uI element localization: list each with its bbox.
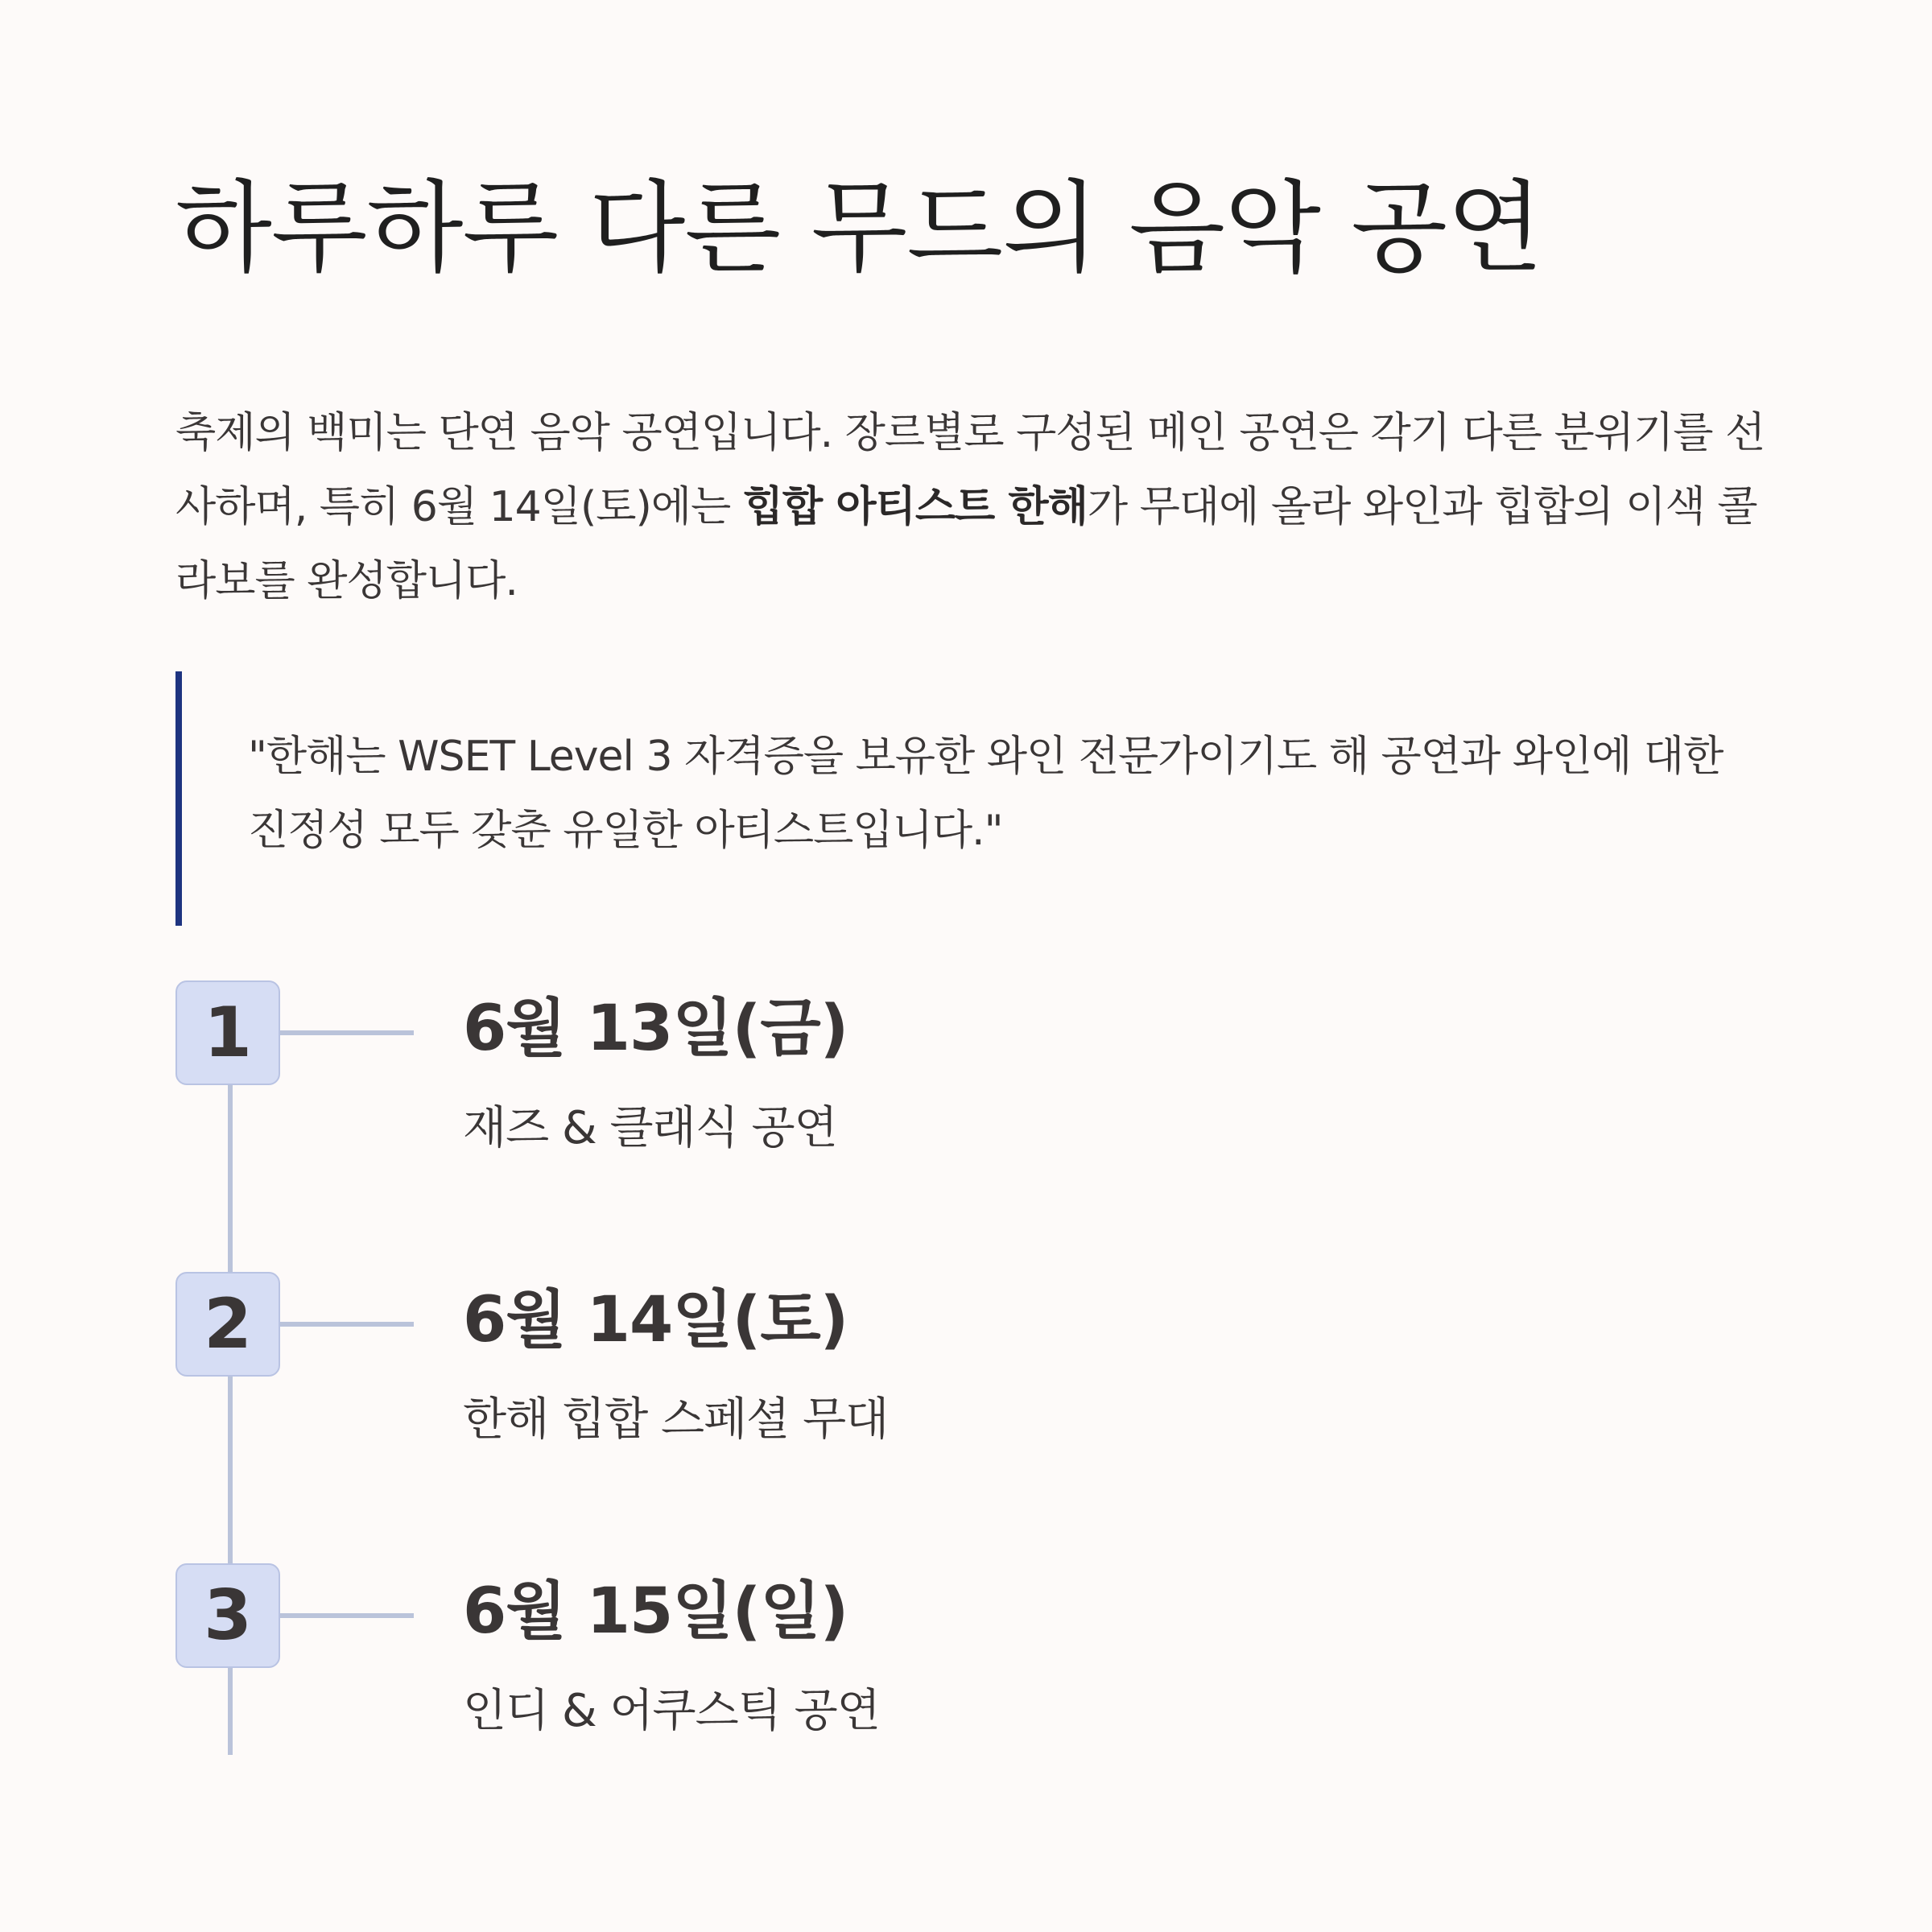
schedule-description: 재즈 & 클래식 공연 — [463, 1102, 837, 1154]
intro-text: 축제의 백미는 단연 음악 공연입니다. 장르별로 구성된 메인 공연은 각기 다른 분위기를 선사하며, 특히 6월 14일(토)에는 — [175, 409, 1765, 531]
step-number-badge: 1 — [175, 980, 280, 1085]
timeline-connector — [280, 1030, 414, 1035]
schedule-date: 6월 14일(토) — [463, 1284, 848, 1356]
step-number-badge: 3 — [175, 1563, 280, 1668]
intro-highlight: 힙합 아티스트 한해 — [742, 483, 1088, 531]
schedule-date: 6월 15일(일) — [463, 1575, 848, 1648]
step-number-badge: 2 — [175, 1272, 280, 1377]
schedule-description: 한해 힙합 스페셜 무대 — [463, 1393, 889, 1446]
intro-text-end: 가 무대에 올라 와인과 힙합의 이색 콜라보를 완성합니다. — [175, 483, 1757, 605]
schedule-item — [175, 980, 1705, 1222]
schedule-item — [175, 1563, 1705, 1805]
timeline-connector — [280, 1322, 414, 1327]
page-title: 하루하루 다른 무드의 음악 공연 — [175, 171, 1542, 287]
schedule-date: 6월 13일(금) — [463, 993, 848, 1065]
intro-paragraph — [175, 396, 1785, 618]
blockquote — [175, 671, 1769, 926]
quote-text: "한해는 WSET Level 3 자격증을 보유한 와인 전문가이기도 해 공연과 와인에 대한 진정성 모두 갖춘 유일한 아티스트입니다." — [248, 733, 1724, 855]
schedule-item — [175, 1272, 1705, 1513]
timeline-connector — [280, 1613, 414, 1618]
schedule-description: 인디 & 어쿠스틱 공연 — [463, 1685, 880, 1737]
